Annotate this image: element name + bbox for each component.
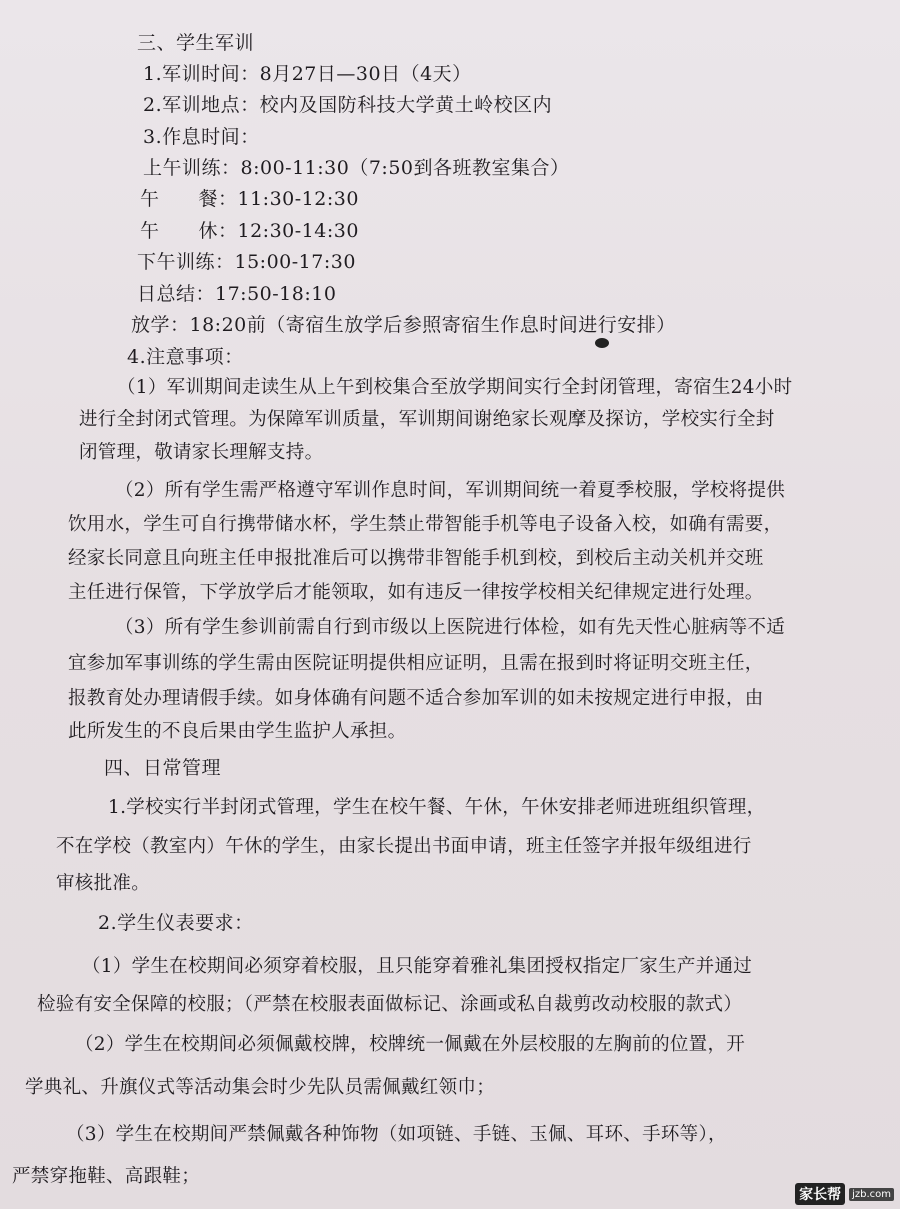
appearance-1-line-2: 检验有安全保障的校服；（严禁在校服表面做标记、涂画或私自裁剪改动校服的款式）: [37, 994, 743, 1015]
note-2-line-2: 饮用水，学生可自行携带储水杯，学生禁止带智能手机等电子设备入校，如确有需要，: [68, 514, 783, 535]
schedule-morning: 上午训练：8:00-11:30（7:50到各班教室集合）: [143, 157, 570, 179]
schedule-heading: 3.作息时间：: [143, 126, 260, 148]
watermark: [795, 1183, 894, 1205]
schedule-dismissal: 放学：18:20前（寄宿生放学后参照寄宿生作息时间进行安排）: [131, 314, 676, 336]
note-3-line-4: 此所发生的不良后果由学生监护人承担。: [68, 721, 407, 742]
note-1-line-2: 进行全封闭式管理。为保障军训质量，军训期间谢绝家长观摩及探访，学校实行全封: [79, 409, 775, 430]
training-time: 1.军训时间：8月27日—30日（4天）: [143, 63, 472, 85]
watermark-site: jzb.com: [849, 1188, 894, 1201]
ink-spot: [595, 338, 609, 348]
note-2-line-4: 主任进行保管，下学放学后才能领取，如有违反一律按学校相关纪律规定进行处理。: [68, 582, 764, 603]
schedule-afternoon: 下午训练：15:00-17:30: [137, 251, 356, 273]
note-3-line-2: 宜参加军事训练的学生需由医院证明提供相应证明，且需在报到时将证明交班主任，: [68, 653, 764, 674]
section-4-heading: 四、日常管理: [104, 757, 222, 779]
daily-1-line-2: 不在学校（教室内）午休的学生，由家长提出书面申请，班主任签字并报年级组进行: [56, 836, 752, 857]
appearance-2-line-2: 学典礼、升旗仪式等活动集会时少先队员需佩戴红领巾；: [25, 1077, 496, 1098]
training-location: 2.军训地点：校内及国防科技大学黄土岭校区内: [143, 94, 553, 116]
appearance-heading: 2.学生仪表要求：: [98, 912, 254, 934]
notes-heading: 4.注意事项：: [127, 346, 244, 368]
note-3-line-3: 报教育处办理请假手续。如身体确有问题不适合参加军训的如未按规定进行申报，由: [68, 688, 764, 709]
watermark-brand: 家长帮: [795, 1183, 845, 1205]
appearance-3-line-2: 严禁穿拖鞋、高跟鞋；: [12, 1166, 201, 1187]
section-3-heading: 三、学生军训: [137, 32, 255, 54]
schedule-summary: 日总结：17:50-18:10: [137, 283, 337, 305]
note-1-line-1: （1）军训期间走读生从上午到校集合至放学期间实行全封闭管理，寄宿生24小时: [117, 377, 793, 398]
note-3-line-1: （3）所有学生参训前需自行到市级以上医院进行体检，如有先天性心脏病等不适: [115, 617, 786, 638]
daily-1-line-3: 审核批准。: [56, 873, 151, 894]
appearance-1-line-1: （1）学生在校期间必须穿着校服，且只能穿着雅礼集团授权指定厂家生产并通过: [82, 956, 753, 977]
note-1-line-3: 闭管理，敬请家长理解支持。: [79, 442, 324, 463]
appearance-2-line-1: （2）学生在校期间必须佩戴校牌，校牌统一佩戴在外层校服的左胸前的位置，开: [75, 1034, 746, 1055]
appearance-3-line-1: （3）学生在校期间严禁佩戴各种饰物（如项链、手链、玉佩、耳环、手环等），: [66, 1124, 727, 1145]
schedule-lunch: 午 餐：11:30-12:30: [140, 188, 359, 210]
note-2-line-1: （2）所有学生需严格遵守军训作息时间，军训期间统一着夏季校服，学校将提供: [115, 480, 786, 501]
daily-1-line-1: 1.学校实行半封闭式管理，学生在校午餐、午休，午休安排老师进班组织管理，: [108, 797, 766, 818]
schedule-nap: 午 休：12:30-14:30: [140, 220, 359, 242]
note-2-line-3: 经家长同意且向班主任申报批准后可以携带非智能手机到校，到校后主动关机并交班: [68, 548, 764, 569]
